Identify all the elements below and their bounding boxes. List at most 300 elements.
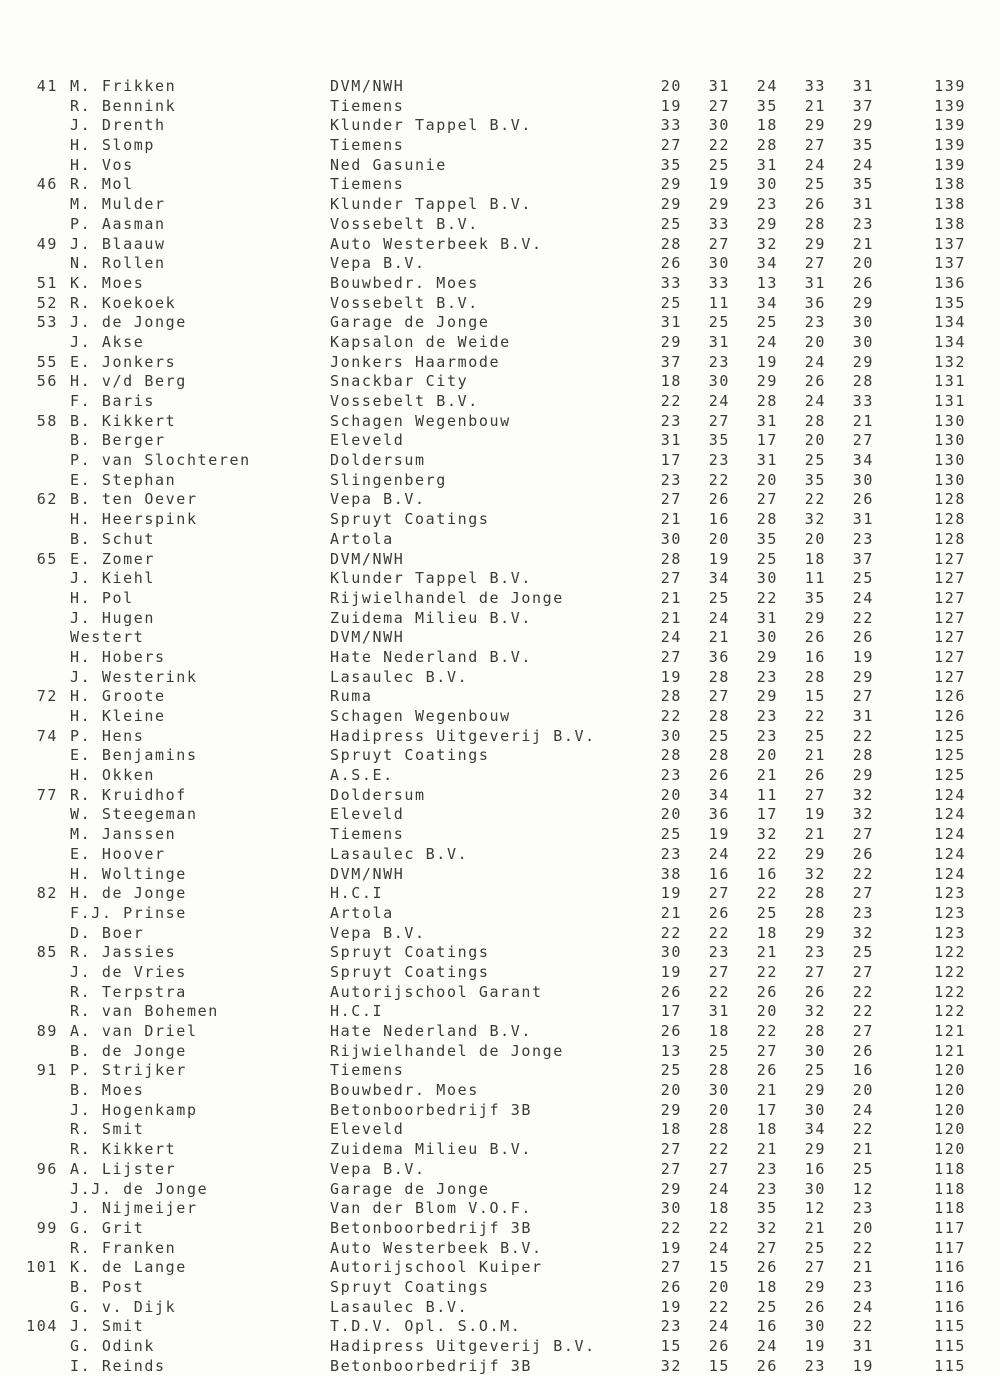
result-row (0, 687, 1000, 707)
result-row (0, 766, 1000, 786)
club-name: Garage de Jonge (330, 313, 490, 332)
round-score: 31 (660, 313, 682, 332)
round-score: 30 (804, 1041, 826, 1060)
round-score: 21 (804, 1218, 826, 1237)
result-row (0, 333, 1000, 353)
round-score: 23 (804, 313, 826, 332)
round-score: 21 (756, 943, 778, 962)
player-name: M. Mulder (70, 195, 166, 214)
total-score: 117 (934, 1218, 966, 1237)
round-score: 26 (660, 982, 682, 1001)
total-score: 120 (934, 1061, 966, 1080)
round-score: 27 (804, 785, 826, 804)
round-score: 28 (708, 1120, 730, 1139)
club-name: Auto Westerbeek B.V. (330, 234, 543, 253)
round-score: 17 (756, 1100, 778, 1119)
round-score: 29 (852, 667, 874, 686)
total-score: 137 (934, 234, 966, 253)
total-score: 123 (934, 923, 966, 942)
total-score: 124 (934, 844, 966, 863)
rank-number: 101 (26, 1258, 58, 1277)
round-score: 29 (660, 1179, 682, 1198)
result-row (0, 451, 1000, 471)
club-name: Vossebelt B.V. (330, 392, 479, 410)
result-row (0, 609, 1000, 629)
player-name: H. Groote (70, 687, 166, 706)
round-score: 26 (756, 1356, 778, 1375)
result-row (0, 1239, 1000, 1259)
rank-number: 58 (36, 411, 58, 430)
player-name: J. Westerink (70, 667, 198, 686)
rank-number: 96 (36, 1159, 58, 1178)
round-score: 12 (852, 1179, 874, 1198)
result-row (0, 1061, 1000, 1081)
round-score: 29 (660, 195, 682, 214)
round-score: 27 (708, 411, 730, 430)
result-row (0, 431, 1000, 451)
result-row (0, 845, 1000, 865)
total-score: 138 (934, 195, 966, 214)
round-score: 15 (660, 1337, 682, 1355)
round-score: 25 (708, 313, 730, 332)
rank-number: 104 (26, 1317, 58, 1336)
round-score: 30 (660, 1199, 682, 1218)
player-name: P. Aasman (70, 214, 166, 233)
round-score: 20 (660, 785, 682, 804)
round-score: 22 (708, 1140, 730, 1159)
round-score: 34 (708, 569, 730, 588)
club-name: Lasaulec B.V. (330, 844, 469, 863)
round-score: 31 (852, 1337, 874, 1355)
round-score: 19 (756, 352, 778, 371)
result-row (0, 1298, 1000, 1318)
result-row (0, 175, 1000, 195)
result-row (0, 628, 1000, 648)
rank-number: 91 (36, 1061, 58, 1080)
player-name: J. Smit (70, 1317, 145, 1336)
round-score: 20 (804, 529, 826, 548)
round-score: 22 (660, 707, 682, 725)
club-name: DVM/NWH (330, 77, 405, 95)
round-score: 23 (756, 667, 778, 686)
round-score: 31 (708, 1002, 730, 1021)
player-name: G. Odink (70, 1337, 156, 1355)
result-row (0, 825, 1000, 845)
round-score: 22 (804, 490, 826, 509)
round-score: 26 (852, 628, 874, 647)
round-score: 21 (852, 1140, 874, 1159)
round-score: 16 (804, 1159, 826, 1178)
round-score: 25 (660, 214, 682, 233)
round-score: 20 (708, 1277, 730, 1296)
round-score: 27 (852, 1022, 874, 1040)
round-score: 27 (852, 687, 874, 706)
club-name: Vepa B.V. (330, 254, 426, 273)
total-score: 127 (934, 588, 966, 607)
round-score: 24 (708, 1317, 730, 1336)
player-name: R. Bennink (70, 96, 177, 115)
round-score: 33 (708, 273, 730, 292)
round-score: 12 (804, 1199, 826, 1218)
total-score: 137 (934, 254, 966, 273)
round-score: 30 (708, 116, 730, 135)
round-score: 26 (660, 1277, 682, 1296)
round-score: 22 (708, 1297, 730, 1316)
round-score: 21 (756, 1081, 778, 1100)
round-score: 27 (660, 1258, 682, 1277)
round-score: 27 (756, 490, 778, 509)
round-score: 21 (852, 411, 874, 430)
total-score: 127 (934, 608, 966, 627)
total-score: 118 (934, 1179, 966, 1198)
round-score: 24 (708, 608, 730, 627)
round-score: 24 (756, 1337, 778, 1355)
player-name: H. Vos (70, 155, 134, 174)
round-score: 24 (708, 1238, 730, 1257)
round-score: 25 (756, 1297, 778, 1316)
round-score: 19 (708, 549, 730, 568)
round-score: 30 (660, 943, 682, 962)
round-score: 25 (756, 903, 778, 922)
round-score: 28 (804, 667, 826, 686)
round-score: 23 (756, 707, 778, 725)
round-score: 25 (708, 588, 730, 607)
round-score: 32 (660, 1356, 682, 1375)
total-score: 121 (934, 1041, 966, 1060)
round-score: 28 (804, 1022, 826, 1040)
round-score: 25 (804, 1238, 826, 1257)
total-score: 120 (934, 1120, 966, 1139)
club-name: Vepa B.V. (330, 923, 426, 942)
round-score: 29 (852, 116, 874, 135)
round-score: 22 (708, 982, 730, 1001)
result-row (0, 1278, 1000, 1298)
result-row (0, 97, 1000, 117)
round-score: 22 (660, 1218, 682, 1237)
round-score: 30 (708, 254, 730, 273)
result-row (0, 313, 1000, 333)
round-score: 26 (708, 903, 730, 922)
round-score: 29 (852, 352, 874, 371)
club-name: H.C.I (330, 884, 384, 903)
round-score: 18 (804, 549, 826, 568)
club-name: DVM/NWH (330, 628, 405, 647)
round-score: 31 (756, 451, 778, 470)
round-score: 22 (852, 1317, 874, 1336)
club-name: Vepa B.V. (330, 1159, 426, 1178)
club-name: Schagen Wegenbouw (330, 411, 511, 430)
round-score: 21 (708, 628, 730, 647)
round-score: 30 (756, 569, 778, 588)
round-score: 24 (852, 1100, 874, 1119)
round-score: 27 (804, 254, 826, 273)
club-name: Garage de Jonge (330, 1179, 490, 1198)
result-row (0, 1042, 1000, 1062)
round-score: 17 (756, 431, 778, 450)
club-name: Bouwbedr. Moes (330, 273, 479, 292)
club-name: Spruyt Coatings (330, 943, 490, 962)
club-name: Van der Blom V.O.F. (330, 1199, 532, 1218)
round-score: 34 (708, 785, 730, 804)
round-score: 27 (660, 647, 682, 666)
round-score: 22 (756, 844, 778, 863)
round-score: 28 (660, 746, 682, 765)
total-score: 123 (934, 884, 966, 903)
round-score: 30 (756, 628, 778, 647)
round-score: 35 (756, 529, 778, 548)
round-score: 20 (852, 1081, 874, 1100)
result-row (0, 412, 1000, 432)
player-name: H. v/d Berg (70, 372, 187, 391)
rank-number: 41 (36, 77, 58, 95)
round-score: 29 (708, 195, 730, 214)
round-score: 18 (708, 1022, 730, 1040)
round-score: 19 (660, 884, 682, 903)
round-score: 25 (804, 726, 826, 745)
player-name: R. Terpstra (70, 982, 187, 1001)
total-score: 127 (934, 667, 966, 686)
round-score: 26 (660, 1022, 682, 1040)
club-name: Artola (330, 903, 394, 922)
round-score: 21 (660, 903, 682, 922)
round-score: 25 (660, 293, 682, 312)
round-score: 21 (804, 825, 826, 844)
round-score: 23 (660, 411, 682, 430)
round-score: 26 (852, 844, 874, 863)
round-score: 20 (708, 529, 730, 548)
round-score: 28 (708, 746, 730, 765)
result-row (0, 924, 1000, 944)
total-score: 122 (934, 943, 966, 962)
player-name: G. Grit (70, 1218, 145, 1237)
rank-number: 65 (36, 549, 58, 568)
round-score: 20 (852, 254, 874, 273)
round-score: 27 (852, 825, 874, 844)
result-row (0, 1140, 1000, 1160)
round-score: 20 (660, 1081, 682, 1100)
round-score: 32 (756, 825, 778, 844)
rank-number: 49 (36, 234, 58, 253)
player-name: B. Post (70, 1277, 145, 1296)
result-row (0, 1002, 1000, 1022)
player-name: J. Kiehl (70, 569, 156, 588)
round-score: 25 (756, 549, 778, 568)
round-score: 33 (660, 273, 682, 292)
result-row (0, 1337, 1000, 1357)
club-name: Ruma (330, 687, 373, 706)
round-score: 32 (804, 1002, 826, 1021)
round-score: 28 (804, 214, 826, 233)
player-name: M. Frikken (70, 77, 177, 95)
round-score: 22 (756, 962, 778, 981)
result-row (0, 884, 1000, 904)
round-score: 30 (804, 1179, 826, 1198)
round-score: 24 (708, 392, 730, 410)
player-name: J. de Jonge (70, 313, 187, 332)
total-score: 138 (934, 214, 966, 233)
round-score: 34 (852, 451, 874, 470)
club-name: Zuidema Milieu B.V. (330, 608, 532, 627)
total-score: 124 (934, 785, 966, 804)
club-name: Hadipress Uitgeverij B.V. (330, 1337, 596, 1355)
total-score: 139 (934, 155, 966, 174)
round-score: 27 (852, 884, 874, 903)
player-name: A. van Driel (70, 1022, 198, 1040)
total-score: 127 (934, 569, 966, 588)
round-score: 25 (660, 825, 682, 844)
round-score: 16 (756, 1317, 778, 1336)
club-name: Betonboorbedrijf 3B (330, 1100, 532, 1119)
club-name: Spruyt Coatings (330, 510, 490, 529)
total-score: 124 (934, 864, 966, 883)
total-score: 115 (934, 1337, 966, 1355)
player-name: R. van Bohemen (70, 1002, 219, 1021)
round-score: 24 (852, 1297, 874, 1316)
round-score: 26 (852, 490, 874, 509)
club-name: Hate Nederland B.V. (330, 647, 532, 666)
round-score: 23 (660, 470, 682, 489)
results-list (0, 77, 1000, 1376)
round-score: 31 (852, 195, 874, 214)
round-score: 34 (804, 1120, 826, 1139)
round-score: 33 (660, 116, 682, 135)
club-name: Vossebelt B.V. (330, 293, 479, 312)
club-name: Tiemens (330, 175, 405, 194)
round-score: 30 (852, 313, 874, 332)
club-name: Kapsalon de Weide (330, 332, 511, 351)
player-name: J. Hugen (70, 608, 156, 627)
round-score: 16 (804, 647, 826, 666)
round-score: 27 (804, 1258, 826, 1277)
club-name: Autorijschool Garant (330, 982, 543, 1001)
club-name: Tiemens (330, 136, 405, 155)
total-score: 131 (934, 392, 966, 410)
round-score: 19 (660, 667, 682, 686)
round-score: 27 (804, 136, 826, 155)
round-score: 29 (804, 1140, 826, 1159)
total-score: 130 (934, 470, 966, 489)
round-score: 27 (708, 687, 730, 706)
total-score: 139 (934, 116, 966, 135)
round-score: 29 (660, 175, 682, 194)
round-score: 25 (756, 313, 778, 332)
round-score: 25 (852, 1159, 874, 1178)
club-name: Spruyt Coatings (330, 746, 490, 765)
round-score: 18 (756, 923, 778, 942)
total-score: 134 (934, 313, 966, 332)
result-row (0, 943, 1000, 963)
total-score: 138 (934, 175, 966, 194)
round-score: 19 (708, 825, 730, 844)
round-score: 26 (756, 1061, 778, 1080)
player-name: E. Benjamins (70, 746, 198, 765)
round-score: 21 (804, 96, 826, 115)
round-score: 31 (804, 273, 826, 292)
round-score: 23 (708, 451, 730, 470)
round-score: 31 (852, 77, 874, 95)
club-name: Hate Nederland B.V. (330, 1022, 532, 1040)
round-score: 29 (660, 1100, 682, 1119)
round-score: 35 (708, 431, 730, 450)
player-name: P. Hens (70, 726, 145, 745)
player-name: B. Berger (70, 431, 166, 450)
total-score: 130 (934, 451, 966, 470)
round-score: 27 (708, 884, 730, 903)
round-score: 25 (708, 726, 730, 745)
round-score: 24 (756, 332, 778, 351)
round-score: 22 (756, 588, 778, 607)
round-score: 25 (852, 569, 874, 588)
total-score: 122 (934, 962, 966, 981)
round-score: 28 (660, 687, 682, 706)
player-name: P. Strijker (70, 1061, 187, 1080)
round-score: 20 (804, 431, 826, 450)
round-score: 21 (852, 234, 874, 253)
round-score: 11 (804, 569, 826, 588)
total-score: 132 (934, 352, 966, 371)
result-row (0, 1199, 1000, 1219)
player-name: R. Franken (70, 1238, 177, 1257)
result-row (0, 589, 1000, 609)
round-score: 22 (660, 392, 682, 410)
round-score: 19 (660, 96, 682, 115)
total-score: 127 (934, 628, 966, 647)
round-score: 17 (660, 1002, 682, 1021)
club-name: Doldersum (330, 785, 426, 804)
player-name: H. Slomp (70, 136, 156, 155)
round-score: 32 (756, 1218, 778, 1237)
club-name: Zuidema Milieu B.V. (330, 1140, 532, 1159)
player-name: B. Moes (70, 1081, 145, 1100)
round-score: 24 (708, 1179, 730, 1198)
round-score: 28 (708, 1061, 730, 1080)
round-score: 30 (852, 332, 874, 351)
round-score: 35 (756, 1199, 778, 1218)
club-name: Spruyt Coatings (330, 1277, 490, 1296)
round-score: 27 (852, 962, 874, 981)
round-score: 29 (804, 608, 826, 627)
round-score: 31 (756, 155, 778, 174)
total-score: 120 (934, 1100, 966, 1119)
round-score: 26 (708, 490, 730, 509)
round-score: 20 (756, 1002, 778, 1021)
total-score: 125 (934, 726, 966, 745)
round-score: 29 (804, 116, 826, 135)
club-name: Snackbar City (330, 372, 469, 391)
round-score: 35 (756, 96, 778, 115)
round-score: 22 (852, 1238, 874, 1257)
round-score: 31 (708, 332, 730, 351)
round-score: 34 (756, 254, 778, 273)
rank-number: 85 (36, 943, 58, 962)
result-row (0, 1180, 1000, 1200)
round-score: 15 (708, 1258, 730, 1277)
result-row (0, 648, 1000, 668)
round-score: 24 (756, 77, 778, 95)
round-score: 24 (852, 155, 874, 174)
total-score: 131 (934, 372, 966, 391)
total-score: 136 (934, 273, 966, 292)
round-score: 21 (756, 1140, 778, 1159)
result-row (0, 1219, 1000, 1239)
round-score: 20 (756, 470, 778, 489)
total-score: 117 (934, 1238, 966, 1257)
result-row (0, 510, 1000, 530)
player-name: R. Jassies (70, 943, 177, 962)
round-score: 15 (804, 687, 826, 706)
club-name: Spruyt Coatings (330, 962, 490, 981)
round-score: 33 (804, 77, 826, 95)
